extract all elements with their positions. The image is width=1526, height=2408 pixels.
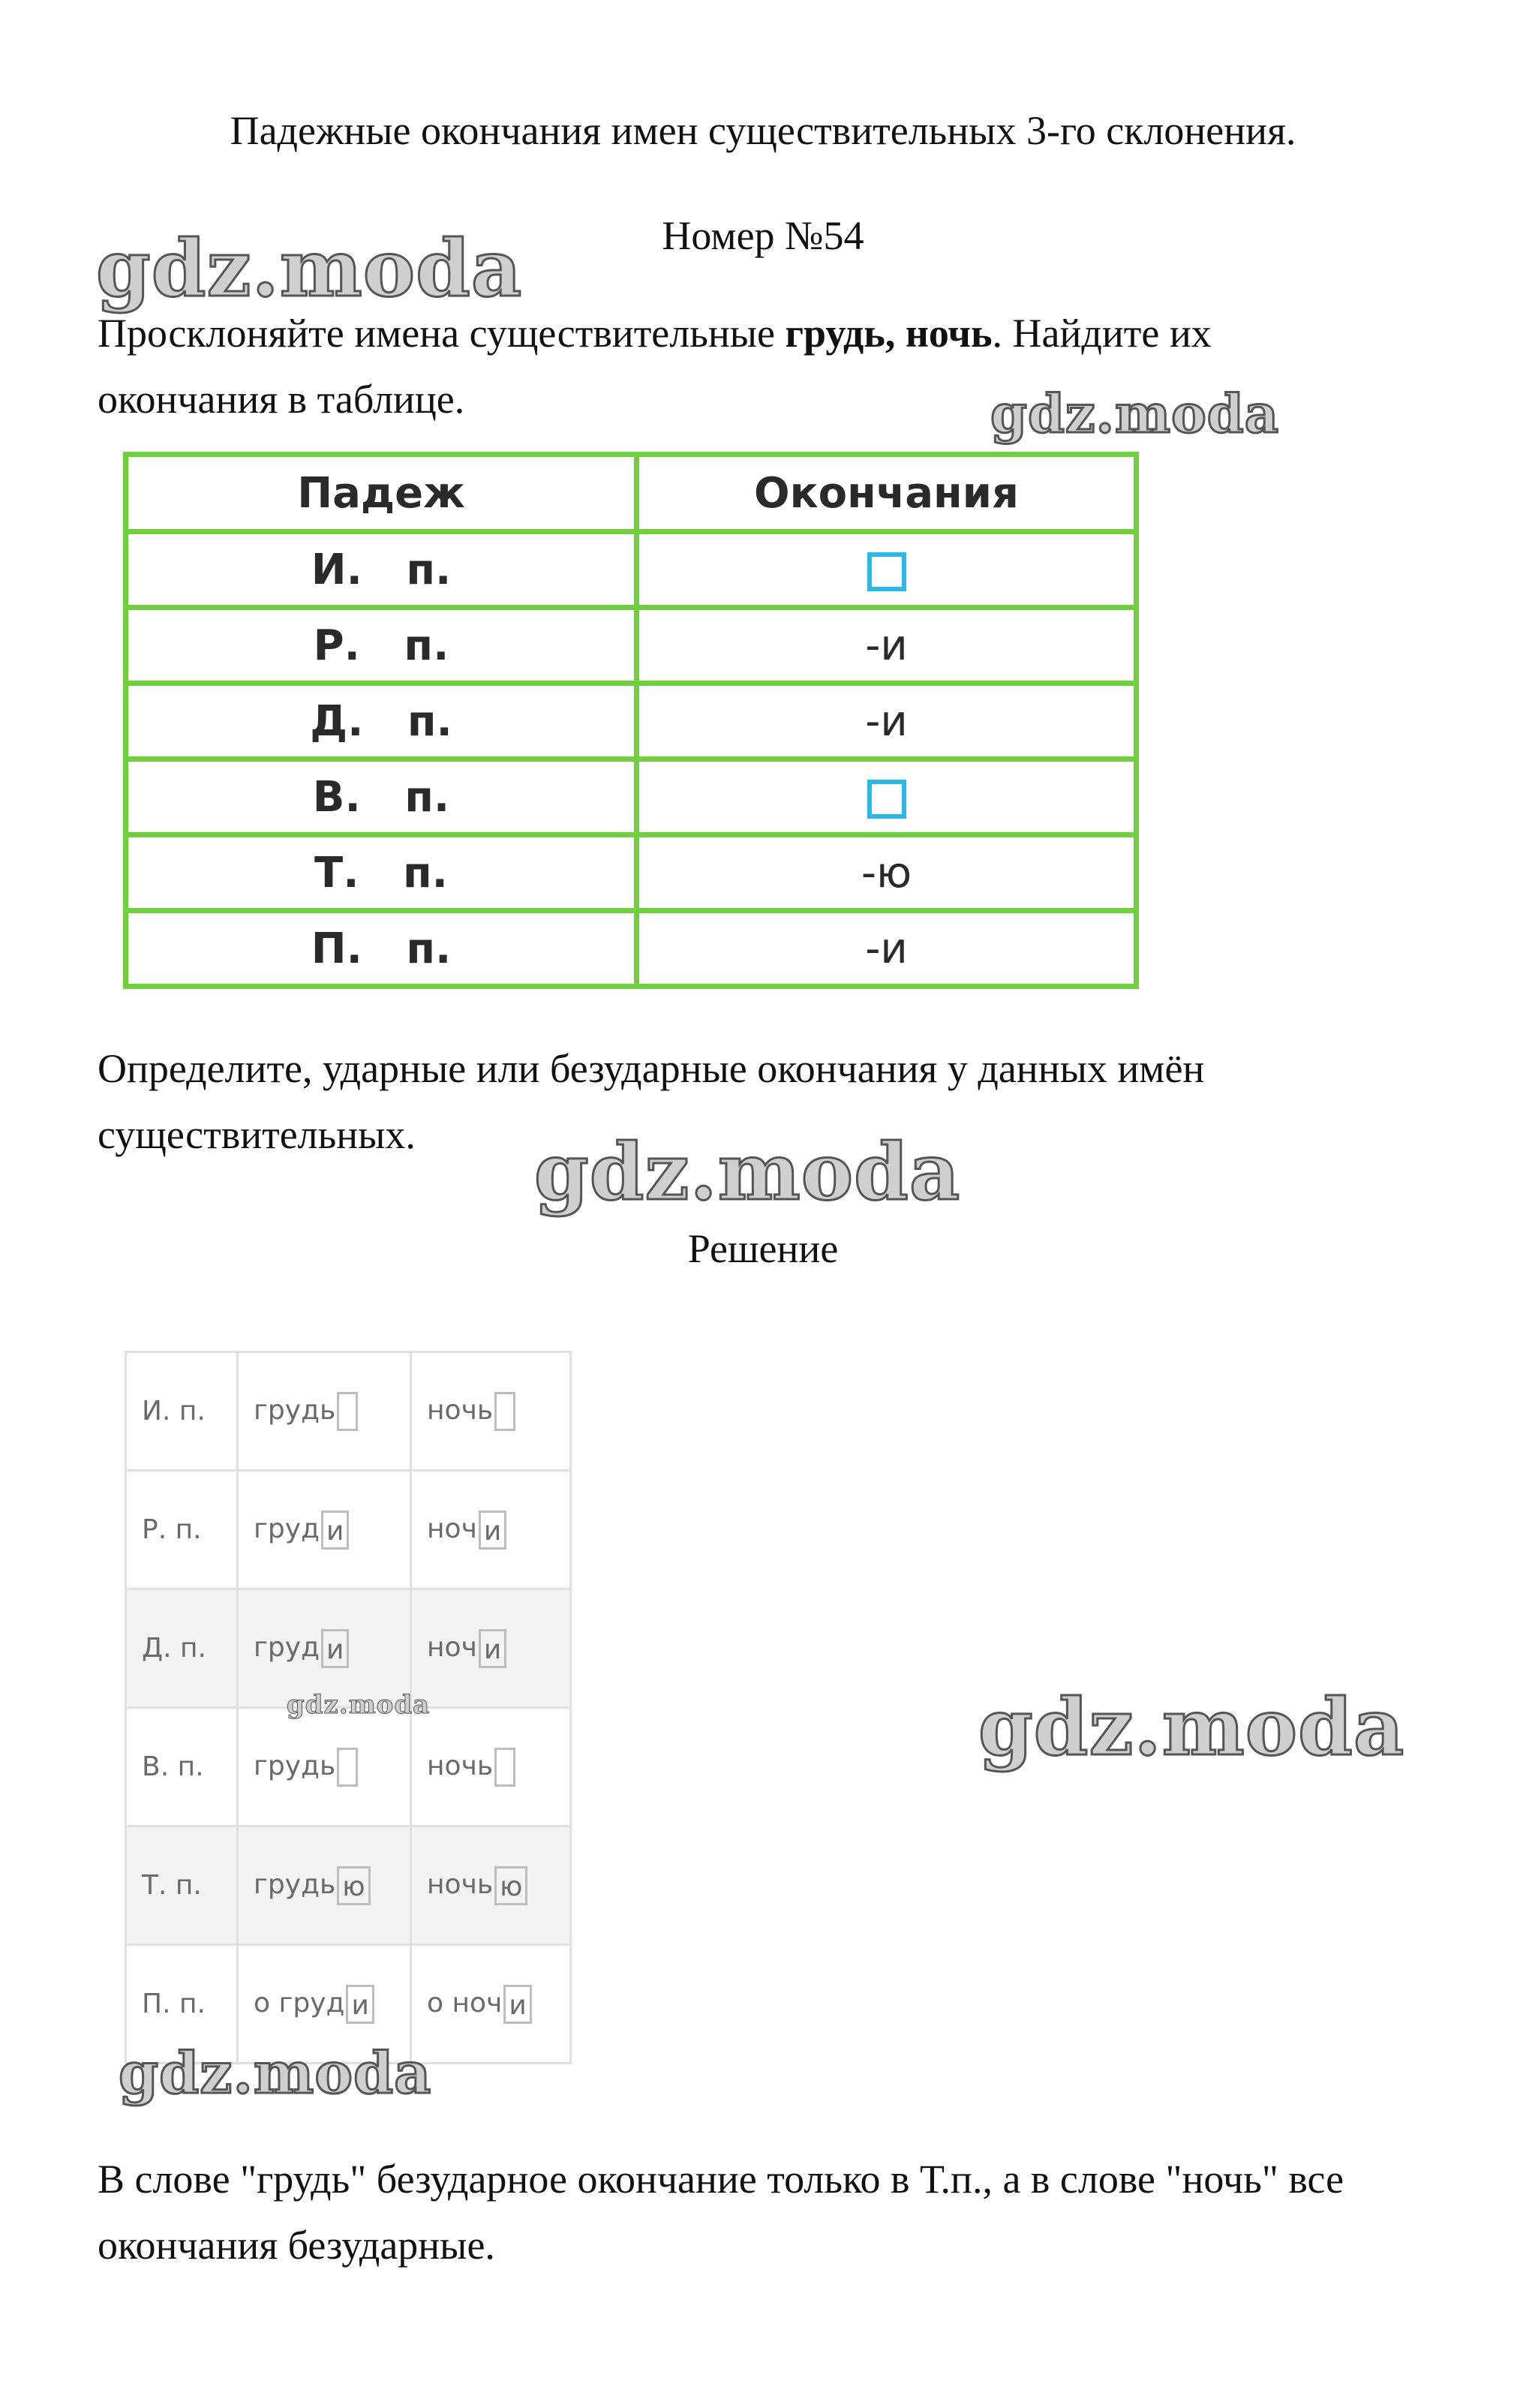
task-text-part1: Просклоняйте имена существительные: [98, 311, 786, 356]
table-row: [126, 911, 1137, 987]
watermark: gdz.moda: [990, 383, 1280, 445]
task-text-bold: грудь, ночь: [785, 311, 993, 356]
case-cell: П. п.: [126, 1945, 238, 2064]
table-row: [126, 684, 1137, 759]
word-cell: [238, 1826, 411, 1945]
word-cell: [411, 1945, 571, 2064]
case-cell: Р. п.: [126, 1471, 238, 1589]
ending-cell: -ю: [637, 835, 1137, 911]
exercise-number: Номер №54: [662, 213, 864, 258]
ending-box: и: [346, 1985, 374, 2024]
case-cell: Р. п.: [126, 608, 637, 684]
ending-box: [337, 1748, 358, 1787]
solution-label: Решение: [687, 1226, 839, 1271]
watermark: gdz.moda: [287, 1690, 431, 1720]
table-row: [126, 759, 1137, 835]
word-stem: о ноч: [427, 1987, 503, 2019]
case-cell: В. п.: [126, 1708, 238, 1826]
page-title: Падежные окончания имен существительных 3-го склонения.: [230, 108, 1296, 153]
ending-box: ю: [337, 1866, 370, 1905]
table-row: [126, 608, 1137, 684]
ending-cell: [637, 759, 1137, 835]
ending-cell: -и: [637, 608, 1137, 684]
conclusion-text: В слове "грудь" безударное окончание только в Т.п., а в слове "ночь" все окончания безударные.: [98, 2157, 1344, 2268]
word-stem: о груд: [254, 1987, 345, 2019]
word-cell: [411, 1471, 571, 1589]
watermark: gdz.moda: [96, 222, 523, 314]
word-cell: [411, 1589, 571, 1708]
watermark: gdz.moda: [119, 2040, 432, 2106]
ending-box: [494, 1392, 515, 1431]
word-stem: ночь: [427, 1394, 494, 1426]
watermark: gdz.moda: [978, 1681, 1405, 1773]
table-row: [126, 1352, 571, 1471]
case-cell: И. п.: [126, 1352, 238, 1471]
table-row: [126, 1471, 571, 1589]
word-stem: груд: [254, 1513, 320, 1544]
ending-cell: -и: [637, 684, 1137, 759]
word-stem: грудь: [254, 1868, 336, 1900]
header-case: Падеж: [126, 455, 637, 532]
ending-box: [337, 1392, 358, 1431]
table-row: [126, 835, 1137, 911]
word-stem: ночь: [427, 1868, 494, 1900]
table-row: [126, 1826, 571, 1945]
word-cell: [411, 1708, 571, 1826]
empty-ending-box: [867, 780, 906, 819]
case-cell: Т. п.: [126, 1826, 238, 1945]
ending-box: и: [321, 1629, 349, 1668]
word-stem: грудь: [254, 1750, 336, 1781]
ending-box: [494, 1748, 515, 1787]
task-text-part2: . Найдите их окончания в таблице.: [98, 311, 1212, 422]
watermark: gdz.moda: [534, 1126, 961, 1218]
ending-cell: -и: [637, 911, 1137, 987]
word-cell: [238, 1471, 411, 1589]
empty-ending-box: [867, 552, 906, 591]
word-stem: ноч: [427, 1631, 477, 1663]
case-endings-table: [123, 452, 1139, 989]
case-cell: В. п.: [126, 759, 637, 835]
word-cell: [411, 1826, 571, 1945]
table-header-row: [126, 455, 1137, 532]
case-cell: Д. п.: [126, 684, 637, 759]
word-stem: груд: [254, 1631, 320, 1663]
word-cell: [238, 1352, 411, 1471]
ending-box: ю: [494, 1866, 527, 1905]
word-stem: ноч: [427, 1513, 477, 1544]
word-stem: грудь: [254, 1394, 336, 1426]
ending-box: и: [479, 1511, 506, 1550]
table-row: [126, 1708, 571, 1826]
ending-box: и: [503, 1985, 531, 2024]
header-endings: Окончания: [637, 455, 1137, 532]
case-cell: Д. п.: [126, 1589, 238, 1708]
ending-box: и: [479, 1629, 506, 1668]
word-cell: [411, 1352, 571, 1471]
ending-cell: [637, 532, 1137, 608]
task2-text: Определите, ударные или безударные окончания у данных имён существительных.: [98, 1046, 1205, 1157]
case-cell: Т. п.: [126, 835, 637, 911]
ending-box: и: [321, 1511, 349, 1550]
case-cell: И. п.: [126, 532, 637, 608]
table-row: [126, 532, 1137, 608]
case-cell: П. п.: [126, 911, 637, 987]
word-cell: [238, 1708, 411, 1826]
word-stem: ночь: [427, 1750, 494, 1781]
